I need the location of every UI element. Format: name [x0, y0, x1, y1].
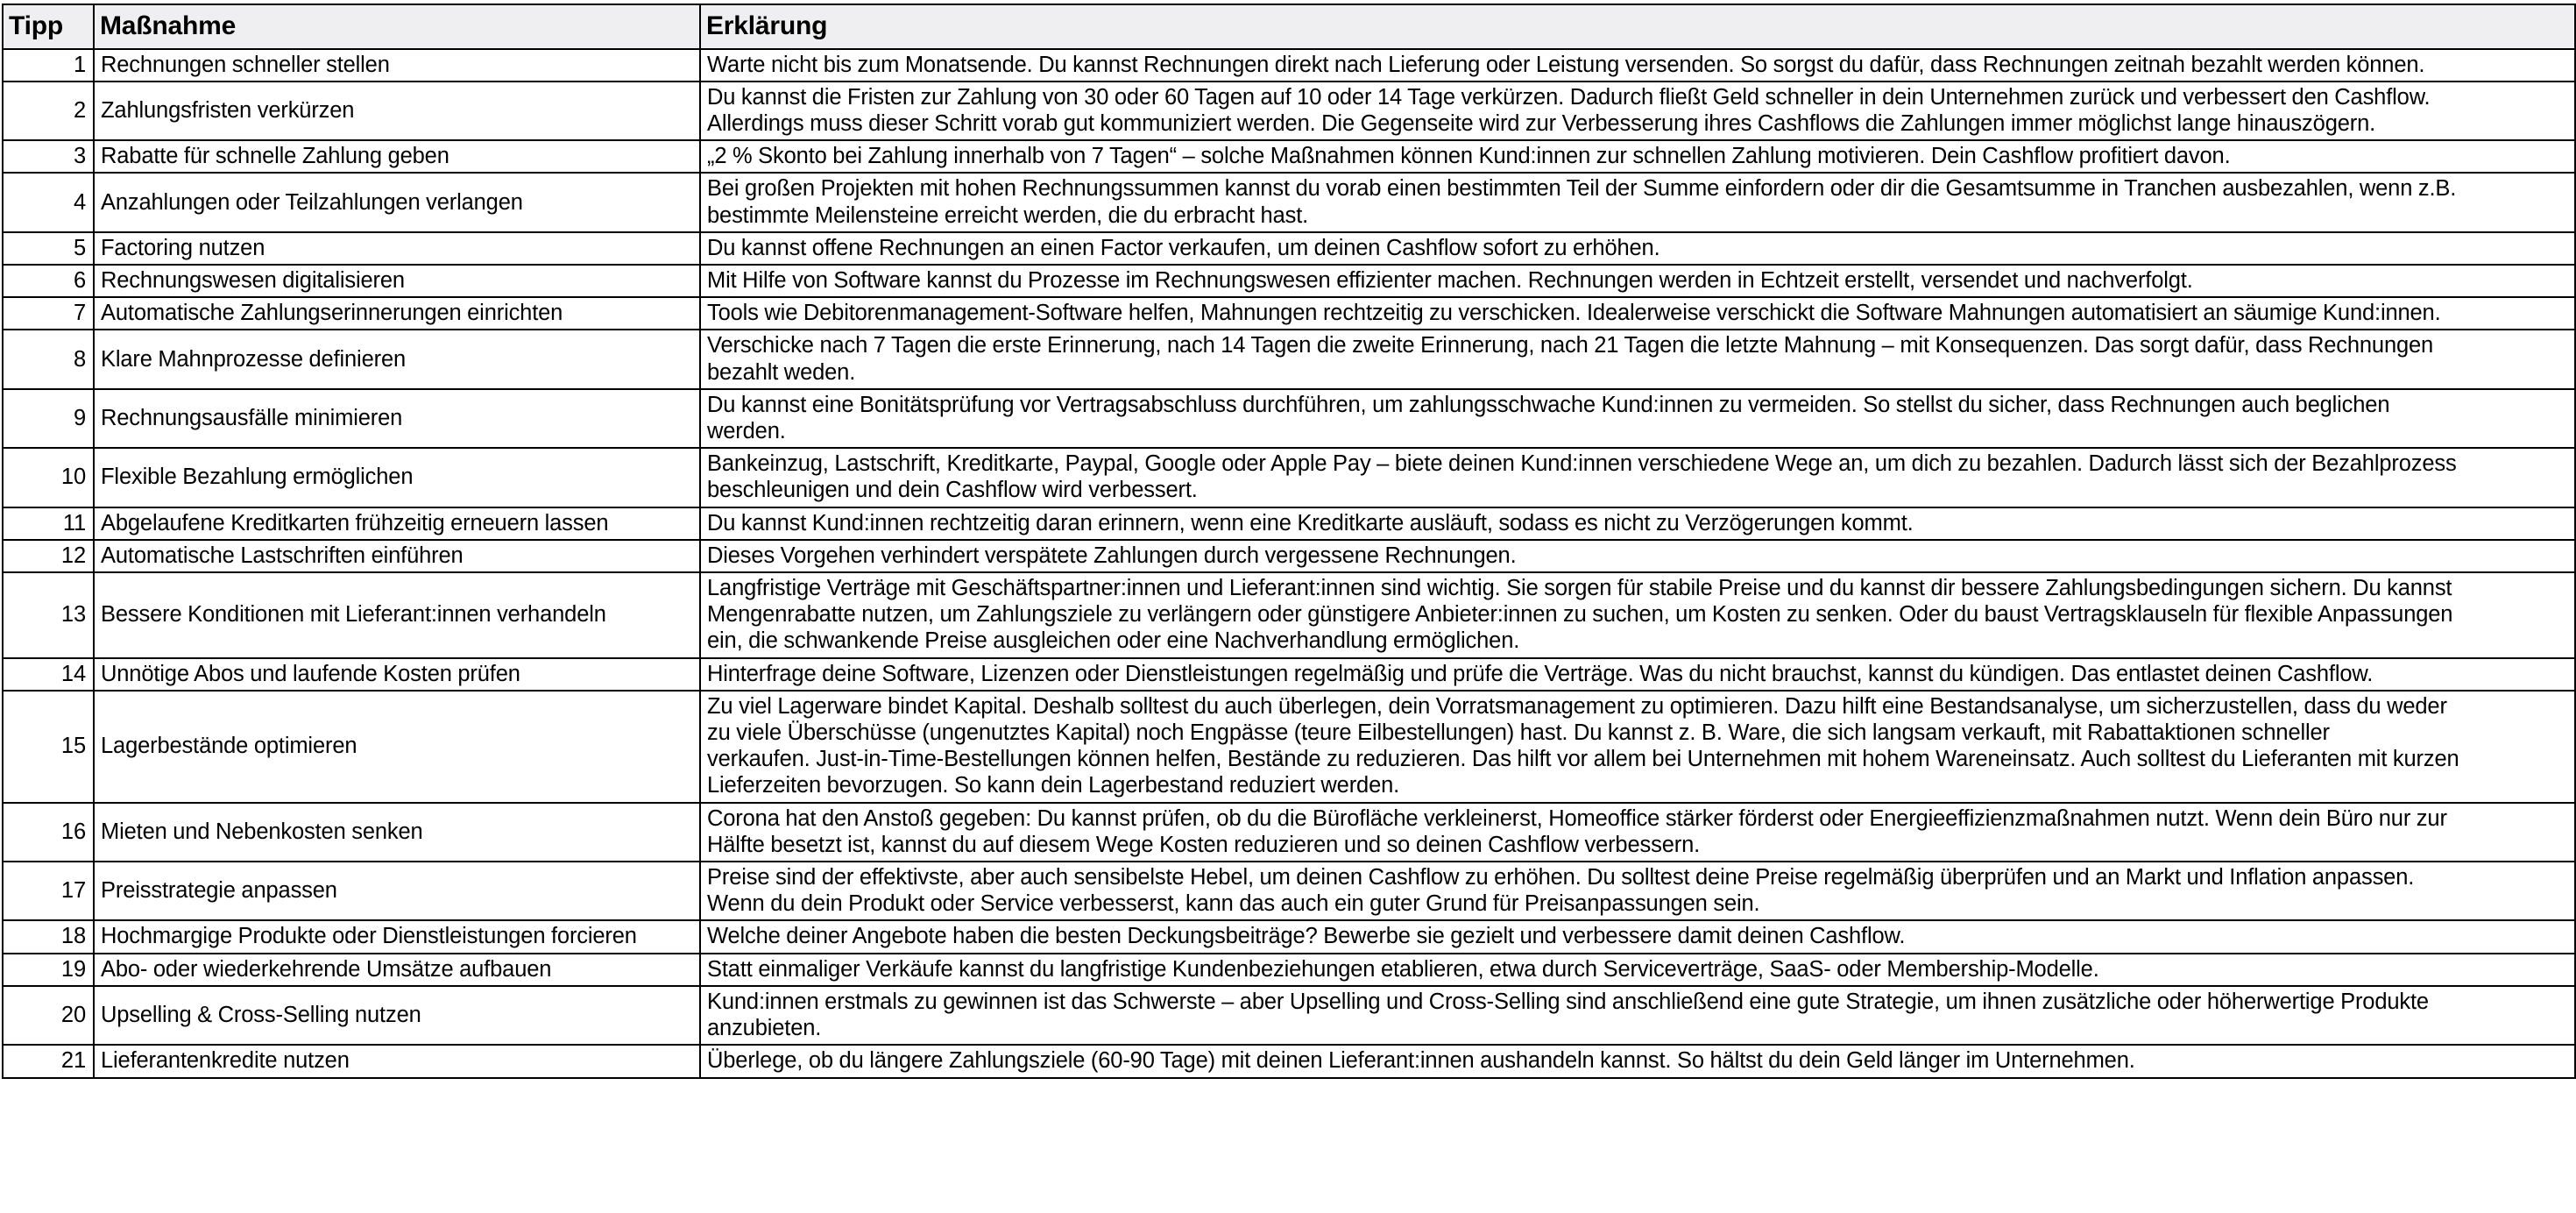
cell-erklaerung [700, 507, 2575, 540]
cell-erklaerung [700, 265, 2575, 297]
erklaerung-line: Lieferzeiten bevorzugen. So kann dein Lagerbestand reduziert werden. [707, 773, 1400, 798]
erklaerung-lines [707, 510, 2569, 536]
erklaerung-lines [707, 52, 2569, 78]
cell-erklaerung [700, 232, 2575, 265]
cell-massnahme: Lieferantenkredite nutzen [94, 1045, 700, 1077]
erklaerung-line: anzubieten. [707, 1016, 822, 1041]
cell-erklaerung [700, 173, 2575, 231]
erklaerung-line: Warte nicht bis zum Monatsende. Du kannst Rechnungen direkt nach Lieferung oder Leistung versenden. So sorgst du dafür, dass Rechnungen zeitnah bezahlt werden können. [707, 52, 2425, 77]
erklaerung-line: Bei großen Projekten mit hohen Rechnungssummen kannst du vorab einen bestimmten Teil der Summe einfordern oder dir die Gesamtsumme in Tranchen ausbezahlen, wenn z.B. [707, 176, 2457, 202]
cell-tipp: 17 [3, 862, 94, 920]
erklaerung-line: Hinterfrage deine Software, Lizenzen oder Dienstleistungen regelmäßig und prüfe die Verträge. Was du nicht brauchst, kannst du kündigen. Das entlastet deinen Cashflow. [707, 661, 2374, 686]
erklaerung-lines [707, 989, 2569, 1041]
table-row [3, 691, 2575, 803]
table-row [3, 540, 2575, 572]
column-header-tipp: Tipp [3, 4, 94, 49]
column-header-massnahme: Maßnahme [94, 4, 700, 49]
cell-tipp: 13 [3, 572, 94, 658]
cell-massnahme: Rabatte für schnelle Zahlung geben [94, 140, 700, 173]
erklaerung-line: bezahlt weden. [707, 359, 856, 385]
erklaerung-lines [707, 300, 2569, 326]
erklaerung-line: Corona hat den Anstoß gegeben: Du kannst prüfen, ob du die Bürofläche verkleinerst, Homeoffice stärker förderst oder Energieeffizienzmaßnahmen nutzt. Wenn dein Büro nur zur [707, 805, 2447, 831]
erklaerung-line: Mengenrabatte nutzen, um Zahlungsziele zu verlängern oder günstigere Anbieter:innen zu suchen, um Kosten zu senken. Oder du baust Vertragsklauseln für flexible Anpassungen [707, 602, 2453, 628]
erklaerung-lines [707, 450, 2569, 503]
table-row [3, 389, 2575, 448]
cell-erklaerung [700, 862, 2575, 920]
table-row [3, 448, 2575, 507]
table-row [3, 954, 2575, 986]
erklaerung-line: Wenn du dein Produkt oder Service verbesserst, kann das auch ein guter Grund für Preisanpassungen sein. [707, 891, 1760, 917]
cell-massnahme: Abgelaufene Kreditkarten frühzeitig erneuern lassen [94, 507, 700, 540]
cell-tipp: 11 [3, 507, 94, 540]
cell-massnahme: Unnötige Abos und laufende Kosten prüfen [94, 658, 700, 691]
header-row [3, 4, 2575, 49]
cell-tipp: 19 [3, 954, 94, 986]
cell-erklaerung [700, 389, 2575, 448]
cell-erklaerung [700, 803, 2575, 862]
table-row [3, 297, 2575, 330]
cell-massnahme: Factoring nutzen [94, 232, 700, 265]
table-row [3, 140, 2575, 173]
cell-erklaerung [700, 297, 2575, 330]
table-row [3, 173, 2575, 231]
erklaerung-line: Preise sind der effektivste, aber auch sensibelste Hebel, um deinen Cashflow zu erhöhen. Du solltest deine Preise regelmäßig überprüfen und an Markt und Inflation anpassen. [707, 865, 2415, 890]
erklaerung-line: „2 % Skonto bei Zahlung innerhalb von 7 Tagen“ – solche Maßnahmen können Kund:innen zur schnellen Zahlung motivieren. Dein Cashflow profitiert davon. [707, 144, 2231, 169]
erklaerung-line: Du kannst eine Bonitätsprüfung vor Vertragsabschluss durchführen, um zahlungsschwache Kund:innen zu vermeiden. So stellst du sicher, dass Rechnungen auch beglichen [707, 392, 2390, 417]
erklaerung-lines [707, 175, 2569, 228]
table-row [3, 82, 2575, 140]
erklaerung-line: Hälfte besetzt ist, kannst du auf diesem Wege Kosten reduzieren und so deinen Cashflow verbessern. [707, 832, 1701, 857]
erklaerung-line: Du kannst offene Rechnungen an einen Factor verkaufen, um deinen Cashflow sofort zu erhöhen. [707, 235, 1660, 260]
cell-massnahme: Klare Mahnprozesse definieren [94, 330, 700, 388]
erklaerung-lines [707, 84, 2569, 137]
table-row [3, 265, 2575, 297]
erklaerung-line: zu viele Überschüsse (ungenutztes Kapital) noch Engpässe (teure Eilbestellungen) hast. Du kannst z. B. Ware, die sich langsam verkauft, mit Rabattaktionen schneller [707, 720, 2330, 746]
cell-massnahme: Automatische Zahlungserinnerungen einrichten [94, 297, 700, 330]
erklaerung-lines [707, 267, 2569, 294]
table-row [3, 1045, 2575, 1077]
erklaerung-lines [707, 693, 2569, 799]
table-row [3, 986, 2575, 1045]
erklaerung-line: Welche deiner Angebote haben die besten Deckungsbeiträge? Bewerbe sie gezielt und verbessere damit deinen Cashflow. [707, 924, 1906, 949]
table-row [3, 920, 2575, 953]
cell-massnahme: Rechnungswesen digitalisieren [94, 265, 700, 297]
cell-massnahme: Abo- oder wiederkehrende Umsätze aufbauen [94, 954, 700, 986]
erklaerung-line: Verschicke nach 7 Tagen die erste Erinnerung, nach 14 Tagen die zweite Erinnerung, nach 21 Tagen die letzte Mahnung – mit Konsequenzen. Das sorgt dafür, dass Rechnungen [707, 333, 2434, 358]
erklaerung-lines [707, 392, 2569, 444]
cell-tipp: 5 [3, 232, 94, 265]
erklaerung-lines [707, 543, 2569, 569]
table-header [3, 4, 2575, 49]
cell-massnahme: Bessere Konditionen mit Lieferant:innen verhandeln [94, 572, 700, 658]
cell-erklaerung [700, 49, 2575, 82]
table-row [3, 330, 2575, 388]
erklaerung-line: Allerdings muss dieser Schritt vorab gut kommuniziert werden. Die Gegenseite wird zur Verbesserung ihres Cashflows die Zahlungen immer möglichst lange hinauszögern. [707, 111, 2376, 136]
erklaerung-line: verkaufen. Just-in-Time-Bestellungen können helfen, Bestände zu reduzieren. Das hilft vor allem bei Unternehmen mit hohem Wareneinsatz. Auch solltest du Lieferanten mit kurzen [707, 747, 2459, 772]
erklaerung-line: Mit Hilfe von Software kannst du Prozesse im Rechnungswesen effizienter machen. Rechnungen werden in Echtzeit erstellt, versendet und nachverfolgt. [707, 268, 2193, 294]
table-row [3, 49, 2575, 82]
cell-tipp: 18 [3, 920, 94, 953]
erklaerung-lines [707, 1047, 2569, 1074]
cell-tipp: 4 [3, 173, 94, 231]
cell-erklaerung [700, 572, 2575, 658]
cell-tipp: 6 [3, 265, 94, 297]
cell-erklaerung [700, 954, 2575, 986]
erklaerung-line: Zu viel Lagerware bindet Kapital. Deshalb solltest du auch überlegen, dein Vorratsmanagement zu optimieren. Dazu hilft eine Bestandsanalyse, um sicherzustellen, dass du weder [707, 693, 2447, 719]
erklaerung-line: Statt einmaliger Verkäufe kannst du langfristige Kundenbeziehungen etablieren, etwa durch Serviceverträge, SaaS- oder Membership-Modelle. [707, 956, 2099, 982]
cell-tipp: 14 [3, 658, 94, 691]
erklaerung-lines [707, 805, 2569, 858]
cell-erklaerung [700, 540, 2575, 572]
cell-massnahme: Automatische Lastschriften einführen [94, 540, 700, 572]
table-row [3, 803, 2575, 862]
column-header-erklaerung: Erklärung [700, 4, 2575, 49]
erklaerung-line: Bankeinzug, Lastschrift, Kreditkarte, Paypal, Google oder Apple Pay – biete deinen Kund:innen verschiedene Wege an, um dich zu bezahlen. Dadurch lässt sich der Bezahlprozess [707, 451, 2457, 477]
cell-massnahme: Mieten und Nebenkosten senken [94, 803, 700, 862]
erklaerung-lines [707, 235, 2569, 261]
erklaerung-line: ein, die schwankende Preise ausgleichen oder eine Nachverhandlung ermöglichen. [707, 628, 1520, 654]
cell-massnahme: Flexible Bezahlung ermöglichen [94, 448, 700, 507]
tips-table [2, 4, 2576, 1079]
erklaerung-lines [707, 575, 2569, 655]
erklaerung-lines [707, 864, 2569, 917]
cell-tipp: 21 [3, 1045, 94, 1077]
cell-erklaerung [700, 691, 2575, 803]
table-body [3, 49, 2575, 1078]
cell-massnahme: Rechnungen schneller stellen [94, 49, 700, 82]
erklaerung-line: Langfristige Verträge mit Geschäftspartner:innen und Lieferant:innen sind wichtig. Sie sorgen für stabile Preise und du kannst dir bessere Zahlungsbedingungen sichern. Du kannst [707, 576, 2452, 601]
cell-massnahme: Rechnungsausfälle minimieren [94, 389, 700, 448]
table-row [3, 232, 2575, 265]
erklaerung-lines [707, 923, 2569, 949]
cell-erklaerung [700, 986, 2575, 1045]
cell-massnahme: Preisstrategie anpassen [94, 862, 700, 920]
cell-tipp: 16 [3, 803, 94, 862]
cell-erklaerung [700, 920, 2575, 953]
table-row [3, 507, 2575, 540]
cell-tipp: 1 [3, 49, 94, 82]
erklaerung-line: Tools wie Debitorenmanagement-Software helfen, Mahnungen rechtzeitig zu verschicken. Idealerweise verschickt die Software Mahnungen automatisiert an säumige Kund:innen. [707, 301, 2441, 326]
erklaerung-line: werden. [707, 419, 786, 444]
cell-massnahme: Upselling & Cross-Selling nutzen [94, 986, 700, 1045]
erklaerung-lines [707, 956, 2569, 982]
erklaerung-line: Überlege, ob du längere Zahlungsziele (60-90 Tage) mit deinen Lieferant:innen aushandeln kannst. So hältst du dein Geld länger im Unternehmen. [707, 1048, 2135, 1074]
cell-tipp: 8 [3, 330, 94, 388]
cell-erklaerung [700, 1045, 2575, 1077]
cell-erklaerung [700, 330, 2575, 388]
table-row [3, 862, 2575, 920]
cell-tipp: 20 [3, 986, 94, 1045]
cell-tipp: 12 [3, 540, 94, 572]
cell-erklaerung [700, 448, 2575, 507]
erklaerung-line: bestimmte Meilensteine erreicht werden, die du erbracht hast. [707, 202, 1309, 228]
cell-tipp: 10 [3, 448, 94, 507]
cell-tipp: 9 [3, 389, 94, 448]
cell-erklaerung [700, 140, 2575, 173]
cell-erklaerung [700, 658, 2575, 691]
erklaerung-line: Du kannst Kund:innen rechtzeitig daran erinnern, wenn eine Kreditkarte ausläuft, sodass es nicht zu Verzögerungen kommt. [707, 510, 1914, 536]
cell-massnahme: Anzahlungen oder Teilzahlungen verlangen [94, 173, 700, 231]
erklaerung-lines [707, 661, 2569, 687]
table-row [3, 658, 2575, 691]
table-row [3, 572, 2575, 658]
erklaerung-line: Kund:innen erstmals zu gewinnen ist das Schwerste – aber Upselling und Cross-Selling sind anschließend eine gute Strategie, um ihnen zusätzliche oder höherwertige Produkte [707, 989, 2429, 1014]
cell-tipp: 3 [3, 140, 94, 173]
erklaerung-line: beschleunigen und dein Cashflow wird verbessert. [707, 478, 1198, 503]
cell-erklaerung [700, 82, 2575, 140]
cell-massnahme: Hochmargige Produkte oder Dienstleistungen forcieren [94, 920, 700, 953]
cell-tipp: 15 [3, 691, 94, 803]
cell-tipp: 2 [3, 82, 94, 140]
cell-massnahme: Zahlungsfristen verkürzen [94, 82, 700, 140]
erklaerung-lines [707, 332, 2569, 385]
erklaerung-lines [707, 143, 2569, 169]
cell-massnahme: Lagerbestände optimieren [94, 691, 700, 803]
cell-tipp: 7 [3, 297, 94, 330]
erklaerung-line: Dieses Vorgehen verhindert verspätete Zahlungen durch vergessene Rechnungen. [707, 543, 1517, 568]
erklaerung-line: Du kannst die Fristen zur Zahlung von 30 oder 60 Tagen auf 10 oder 14 Tage verkürzen. Dadurch fließt Geld schneller in dein Unternehmen zurück und verbessert den Cashflow. [707, 84, 2431, 110]
